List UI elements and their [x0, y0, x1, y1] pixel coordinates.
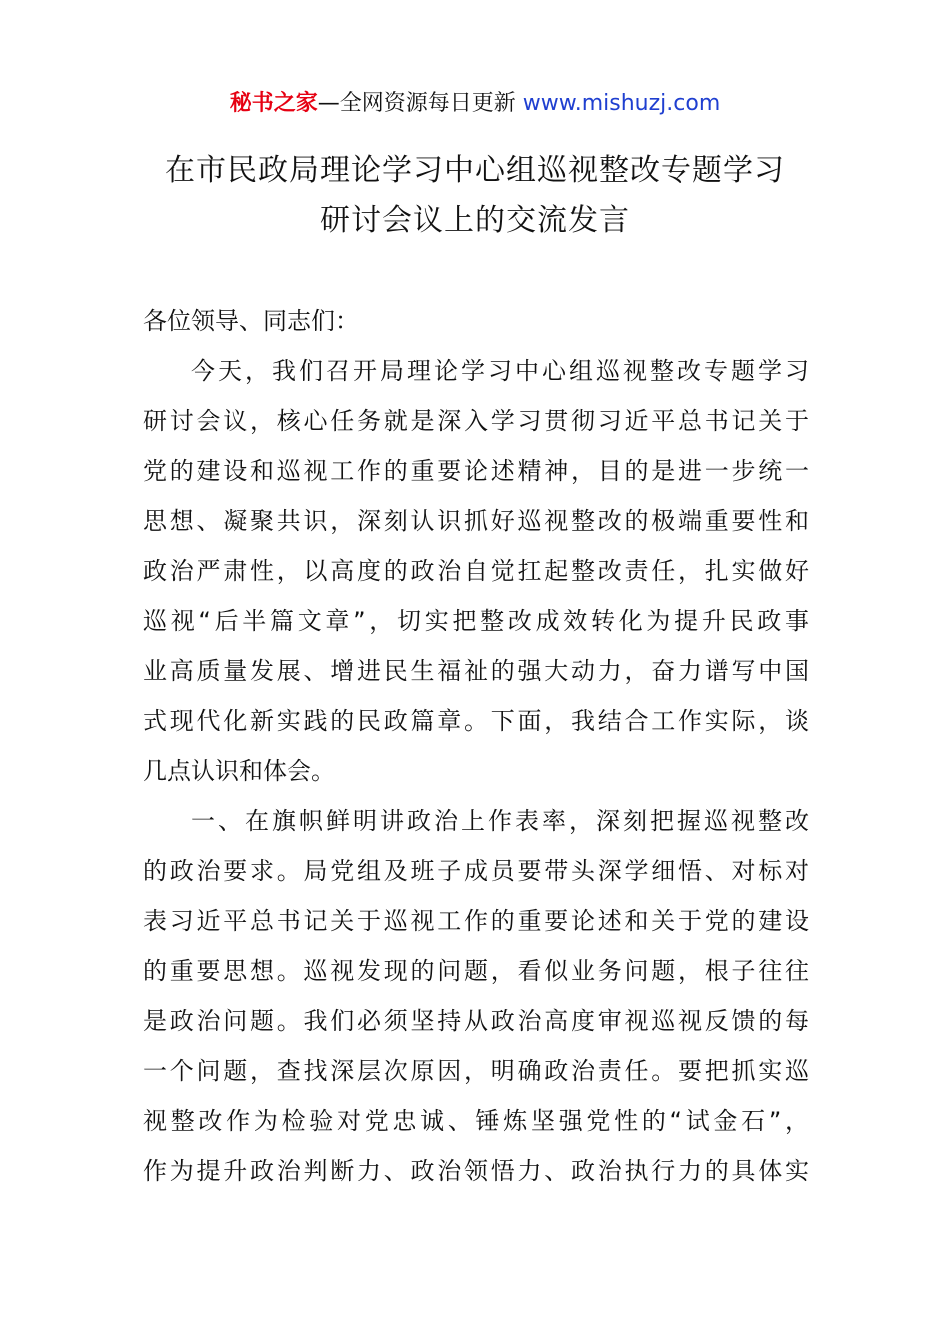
- section-heading-line: 一、在旗帜鲜明讲政治上作表率，深刻把握巡视整改: [191, 807, 809, 835]
- body-line: 政治严肃性，以高度的政治自觉扛起整改责任，扎实做好: [143, 557, 809, 585]
- site-header: [0, 88, 950, 120]
- document-title: [0, 146, 950, 246]
- body-line: 是政治问题。我们必须坚持从政治高度审视巡视反馈的每: [143, 1007, 809, 1035]
- document-body: [143, 296, 809, 1196]
- body-line: 一个问题，查找深层次原因，明确政治责任。要把抓实巡: [143, 1057, 809, 1085]
- body-line: 党的建设和巡视工作的重要论述精神，目的是进一步统一: [143, 457, 809, 485]
- title-line-1: 在市民政局理论学习中心组巡视整改专题学习: [165, 153, 785, 188]
- body-line: 视整改作为检验对党忠诚、锤炼坚强党性的“试金石”，: [143, 1107, 809, 1135]
- body-line: 今天，我们召开局理论学习中心组巡视整改专题学习: [191, 357, 809, 385]
- body-line: 巡视“后半篇文章”，切实把整改成效转化为提升民政事: [143, 607, 809, 635]
- body-line: 思想、凝聚共识，深刻认识抓好巡视整改的极端重要性和: [143, 507, 809, 535]
- body-line: 的政治要求。局党组及班子成员要带头深学细悟、对标对: [143, 857, 809, 885]
- salutation: 各位领导、同志们：: [143, 307, 359, 335]
- body-line: 作为提升政治判断力、政治领悟力、政治执行力的具体实: [143, 1157, 809, 1185]
- title-line-2: 研讨会议上的交流发言: [320, 203, 630, 238]
- body-line: 表习近平总书记关于巡视工作的重要论述和关于党的建设: [143, 907, 809, 935]
- body-line: 的重要思想。巡视发现的问题，看似业务问题，根子往往: [143, 957, 809, 985]
- body-line: 几点认识和体会。: [143, 757, 335, 785]
- site-slogan: —全网资源每日更新: [317, 91, 523, 116]
- body-line: 式现代化新实践的民政篇章。下面，我结合工作实际，谈: [143, 707, 809, 735]
- brand-name: 秘书之家: [229, 91, 318, 116]
- body-line: 研讨会议，核心任务就是深入学习贯彻习近平总书记关于: [143, 407, 809, 435]
- body-line: 业高质量发展、增进民生福祉的强大动力，奋力谱写中国: [143, 657, 809, 685]
- site-url-link[interactable]: www.mishuzj.com: [522, 91, 721, 116]
